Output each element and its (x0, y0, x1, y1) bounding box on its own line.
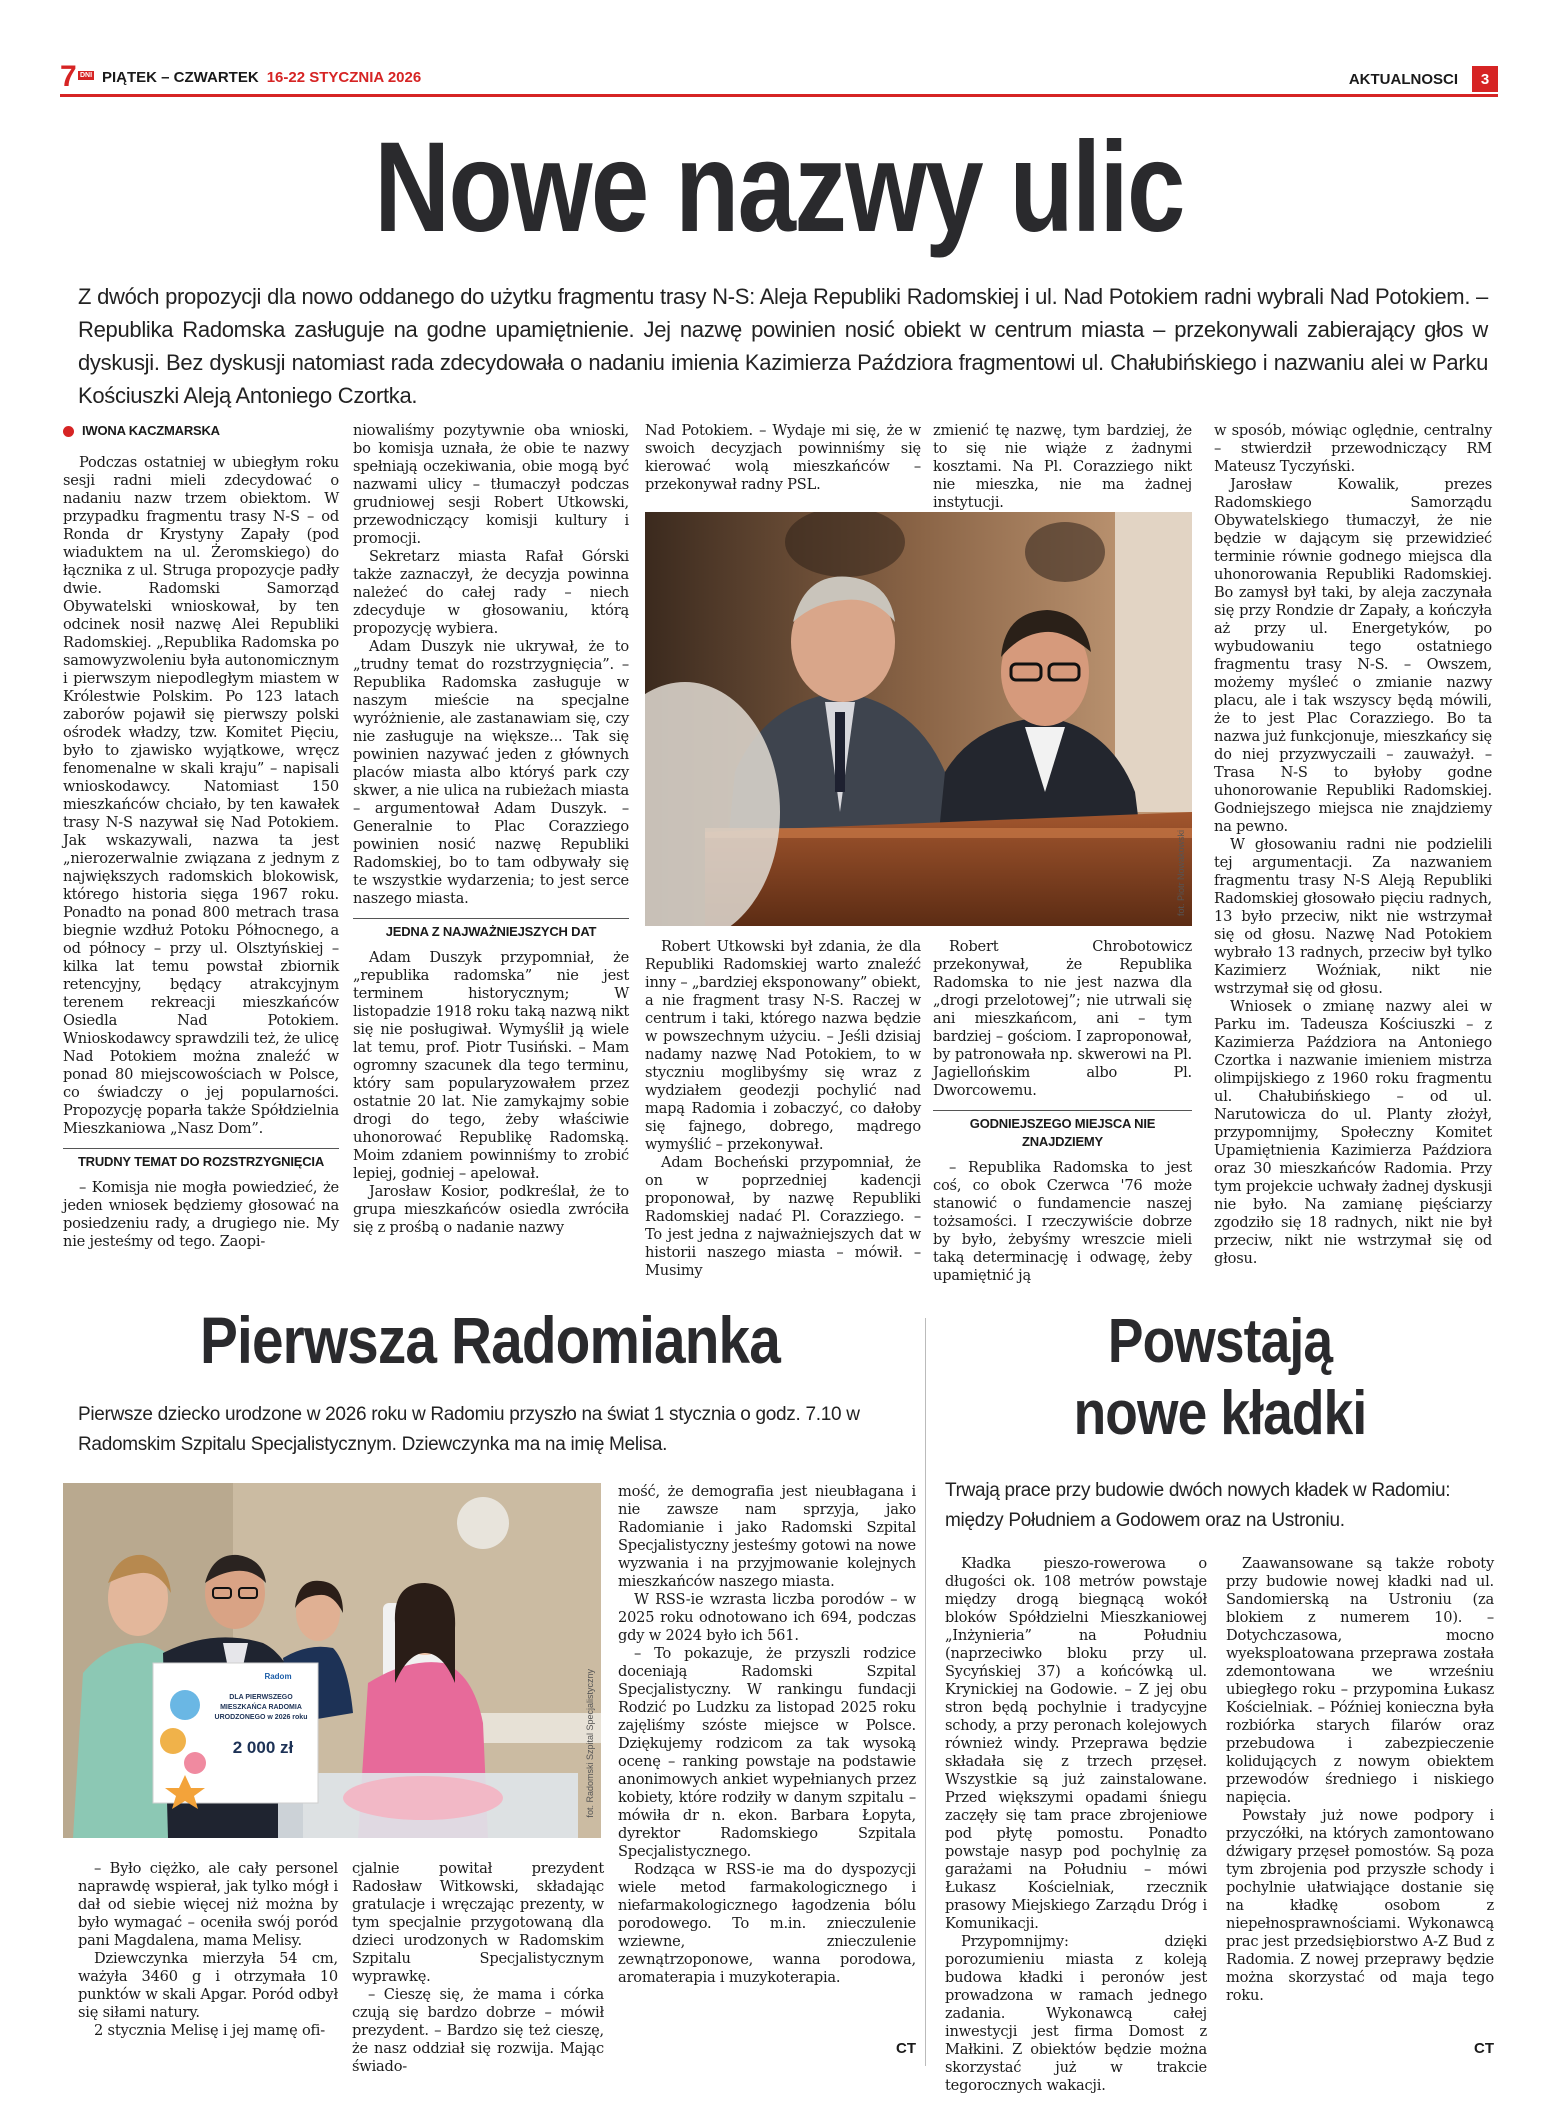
headline-line: nowe kładki (1073, 1379, 1367, 1448)
page-header-right (1349, 66, 1498, 92)
paragraph: Przypomnijmy: dzięki porozumieniu miasta z koleją budowa kładki i peronów jest prowadzona w ramach jednego zadania. Wykonawcą całej inwestycji jest firma Domost z Małkini. Z obiektów będzie można skorzystać już w trakcie tegorocznych wakacji. (945, 1933, 1207, 2094)
paragraph: – Cieszę się, że mama i córka czują się bardzo dobrze – mówił prezydent. – Bardzo się też cieszę, że nasz oddział się rozwija. Mając świado- (352, 1986, 604, 2075)
paragraph: Wniosek o zmianę nazwy alei w Parku im. Tadeusza Kościuszki – z Kazimierza Paździora na Antoniego Czortka i nazwanie imieniem mistrza olimpijskiego z 1960 roku fragmentu ul. Chałubińskiego – od ul. Narutowicza do ul. Planty złożył, przypomnijmy, Społeczny Komitet Upamiętnienia Kazimierza Paździora oraz 30 mieszkańców Radomia. Przy tym projekcie uchwały żadnej dyskusji nie było. Na zamianę pięściarzy zgodziło się 18 radnych, nikt nie był przeciw, nikt nie wstrzymał się od głosu. (1214, 998, 1492, 1267)
article1-column-4-top (933, 422, 1192, 512)
lead-first-baby: Pierwsze dziecko urodzone w 2026 roku w Radomiu przyszło na świat 1 stycznia o godz. 7.10 w Radomskim Szpitalu Specjalistycznym. Dziewczynka ma na imię Melisa. (78, 1404, 860, 1455)
page-number: 3 (1472, 66, 1498, 92)
author-byline (63, 422, 339, 440)
board-amount: 2 000 zł (232, 1738, 294, 1757)
article1-column-4-bottom (933, 938, 1192, 1285)
article2-column-3 (618, 1483, 916, 1987)
paragraph: mość, że demografia jest nieubłagana i nie zawsze nam sprzyja, jako Radomianie i jako Radomski Szpital Specjalistyczny jesteśmy gotowi na nowe wyzwania i na przyjmowanie kolejnych mieszkańców naszego miasta. (618, 1483, 916, 1590)
paragraph: Kładka pieszo-rowerowa o długości ok. 108 metrów powstaje między drogą biegnącą wokół bloków Spółdzielni Mieszkaniowej „Inżynieria” na Południu (naprzeciwko bloku przy ul. Sycyńskiej 37) a końcówką ul. Krynickiej na Godowie. – Z jej obu stron będą pochylnie i tradycyjne schody, a przy peronach kolejowych również windy. Przeprawa będzie składała się z trzech przęseł. Wszystkie są już zainstalowane. Przed większymi opadami śniegu zaczęły się tam prace zbrojeniowe pod płytę pomostu. Ponadto powstaje nasyp pod pochylnię za garażami na Południu – mówi Łukasz Kościelniak, rzecznik prasowy Miejskiego Zarządu Dróg i Komunikacji. (945, 1555, 1207, 1932)
red-dot-icon (63, 426, 74, 437)
paragraph: W głosowaniu radni nie podzielili tej argumentacji. Za nazwaniem fragmentu trasy N-S Aleją Republiki Radomskiej głosowało pięciu radnych, 13 było przeciw, nikt nie wstrzymał się od głosu. Nazwę Nad Potokiem wybrało 13 radnych, przeciw był tylko Kazimierz Woźniak, nikt nie wstrzymał się od głosu. (1214, 836, 1492, 997)
photo-credit: fot. Piotr Nowakowski (1176, 829, 1186, 916)
lead-footbridges: Trwają prace przy budowie dwóch nowych kładek w Radomiu: między Południem a Godowem oraz na Ustroniu. (945, 1480, 1451, 1531)
council-photo-illustration (645, 512, 1192, 926)
paragraph: Zaawansowane są także roboty przy budowie nowej kładki nad ul. Sandomierską na Ustroniu (za blokiem z numerem 10). – Dotychczasowa, mocno wyeksploatowana przeprawa została zdemontowana we wrześniu ubiegłego roku – przypomina Łukasz Kościelniak. – Później konieczna była rozbiórka starych filarów oraz przebudowa i zabezpieczenie kolidujących z nowym obiektem przewodów średniego i niskiego napięcia. (1226, 1555, 1494, 1806)
council-session-photo (645, 512, 1192, 926)
article1-column-3-top (645, 422, 921, 494)
article3-column-1 (945, 1555, 1207, 2095)
paragraph: Robert Utkowski był zdania, że dla Republiki Radomskiej warto znaleźć inny – „bardziej eksponowany” obiekt, a nie fragment trasy N-S. Raczej w centrum i taki, którego nazwa będzie w powszechnym użyciu. – Jeśli dzisiaj nadamy nazwę Nad Potokiem, to w styczniu moglibyśmy się wraz z wydziałem geodezji pochylić nad mapą Radomia i zobaczyć, co dałoby się fajnego, dobrego, mądrego wymyślić – przekonywał. (645, 938, 921, 1153)
paragraph: – Republika Radomska to jest coś, co obok Czerwca '76 może stanowić o fundamencie naszej tożsamości. I rzeczywiście dobrze by było, żebyśmy wreszcie mieli taką determinację i odwagę, żeby upamiętnić ją (933, 1159, 1192, 1284)
section-name: AKTUALNOSCI (1348, 70, 1458, 88)
article1-column-2 (353, 422, 629, 1237)
article1-column-5 (1214, 422, 1492, 1268)
paragraph: – To pokazuje, że przyszli rodzice doceniają Radomski Szpital Specjalistyczny. W rankingu fundacji Rodzić po Ludzku za listopad 2025 roku zajęliśmy szóste miejsce w Polsce. Dziękujemy rodzicom za tak wysoką ocenę – ranking powstaje na podstawie anonimowych ankiet wypełnianych przez kobiety, które rodziły w danym szpitalu – mówiła dr n. ekon. Barbara Łopyta, dyrektor Radomskiego Szpitala Specjalistycznego. (618, 1645, 916, 1860)
issue-date: 16-22 STYCZNIA 2026 (266, 68, 422, 86)
paragraph: Robert Chrobotowicz przekonywał, że Republika Radomska to nie jest nazwa dla „drogi przelotowej”; nie utrwali się ani mieszkańcom, ani – tym bardziej – gościom. I zaproponował, by patronowała np. skwerowi na Pl. Jagiellońskim albo Pl. Dworcowemu. (933, 938, 1192, 1099)
paragraph: Jarosław Kowalik, prezes Radomskiego Samorządu Obywatelskiego tłumaczył, że nie będzie w dającym się przewidzieć terminie równie godnego miejsca dla uhonorowania Republiki Radomskiej. Bo zamysł był taki, by aleja zaczynała się przy Rondzie dr Zapały, a kończyła aż przy ul. Energetyków, po wybudowaniu tego ostatniego fragmentu trasy N-S. – Owszem, możemy myśleć o zmianie nazwy placu, ale i tak wszyscy będą mówili, że to jest Plac Corazziego. Bo ta nazwa już funkcjonuje, mieszkańcy się do niej przyzwyczaili – zauważył. – Trasa N-S to byłoby godne uhonorowanie Republiki Radomskiej. Godniejszego miejsca nie znajdziemy na pewno. (1214, 476, 1492, 835)
article1-column-1 (63, 422, 339, 1251)
article1-column-3-bottom (645, 938, 921, 1280)
hospital-photo-illustration (63, 1483, 601, 1838)
paragraph: 2 stycznia Melisę i jej mamę ofi- (94, 2022, 325, 2039)
board-text-line: URODZONEGO w 2026 roku (214, 1714, 308, 1721)
paragraph: Jarosław Kosior, podkreślał, że to grupa mieszkańców osiedla zwróciła się z prośbą o nadanie nazwy (353, 1183, 629, 1236)
header-rule (60, 94, 1498, 97)
headline-line: Powstają (1107, 1307, 1333, 1376)
paragraph: cjalnie powitał prezydent Radosław Witkowski, składając gratulacje i wręczając prezenty, w tym specjalnie przygotowaną dla dzieci urodzonych w Radomskim Szpitalu Specjalistycznym wyprawkę. (352, 1860, 604, 1985)
photo-credit: fot. Radomski Szpital Specjalistyczny (585, 1669, 595, 1818)
paragraph: zmienić tę nazwę, tym bardziej, że to się nie wiąże z żadnymi kosztami. Na Pl. Corazziego nikt nie mieszka, nie ma żadnej instytucji. (933, 422, 1192, 511)
paragraph: Adam Duszyk przypomniał, że „republika radomska” nie jest terminem historycznym; W listopadzie 1918 roku taką nazwą nikt się nie posługiwał. Wymyślił ją wiele lat temu, prof. Piotr Tusiński. – Mam ogromny szacunek dla tego terminu, który sam popularyzowałem przez ostatnie 20 lat. Nie zamykajmy sobie drogi do tego, żeby właściwie uhonorować Republikę Radomską. Moim zdaniem powinniśmy to zrobić lepiej, godniej – apelował. (353, 949, 629, 1182)
article2-column-2 (352, 1860, 604, 2076)
paragraph: – Było ciężko, ale cały personel naprawdę wspierał, jak tylko mógł i dał od siebie więcej niż można by było wymagać – oceniła swój poród pani Magdalena, mama Melisy. (78, 1860, 338, 1949)
paragraph: Rodząca w RSS-ie ma do dyspozycji wiele metod farmakologicznego i niefarmakologicznego łagodzenia bólu porodowego. To m.in. znieczulenie wziewne, znieczulenie zewnątrzoponowe, wanna porodowa, aromaterapia i muzykoterapia. (618, 1861, 916, 1986)
subheading: JEDNA Z NAJWAŻNIEJSZYCH DAT (353, 918, 629, 941)
paragraph: Dziewczynka mierzyła 54 cm, ważyła 3460 g i otrzymała 10 punktów w skali Apgar. Poród odbył się siłami natury. (78, 1950, 338, 2021)
headline-first-baby: Pierwsza Radomianka (200, 1303, 780, 1377)
first-baby-photo (63, 1483, 601, 1838)
board-logo: Radom (264, 1672, 292, 1681)
subheading: GODNIEJSZEGO MIEJSCA NIE ZNAJDZIEMY (933, 1110, 1192, 1151)
paragraph: Sekretarz miasta Rafał Górski także zaznaczył, że decyzja powinna należeć do całej rady – niech zdecyduje w głosowaniu, którą propozycję wybiera. (353, 548, 629, 637)
column-divider (925, 1318, 926, 2066)
paragraph: Nad Potokiem. – Wydaje mi się, że w swoich decyzjach powinniśmy się kierować wolą mieszkańców – przekonywał radny PSL. (645, 422, 921, 493)
paragraph: Adam Duszyk nie ukrywał, że to „trudny temat do rozstrzygnięcia”. – Republika Radomska zasługuje w naszym mieście na specjalne wyróżnienie, ale zastanawiam się, czy nie zasługuje na większe... Tak się powinien nazywać jeden z głównych placów miasta albo któryś park czy skwer, a nie ulica na rubieżach miasta – argumentował Adam Duszyk. – Generalnie to Plac Corazziego powinien nosić nazwę Republiki Radomskiej, bo to tam odbywały się te wszystkie wydarzenia; to jest serce naszego miasta. (353, 638, 629, 907)
newspaper-logo: 7 DNI (60, 60, 93, 93)
signature: CT (1474, 2040, 1494, 2057)
author-name: IWONA KACZMARSKA (82, 423, 220, 438)
paragraph: Powstały już nowe podpory i przyczółki, na których zamontowano dźwigary przęseł pomostów. Są poza tym zbrojenia pod przyszłe schody i pochylnie ułatwiające dostanie się na kładkę osobom z niepełnosprawnościami. Wykonawcą prac jest przedsiębiorstwo A-Z Bud z Radomia. Z nowej przeprawy będzie można skorzystać od maja tego roku. (1226, 1807, 1494, 2004)
paragraph: w sposób, mówiąc oględnie, centralny – stwierdził przewodniczący RM Mateusz Tyczyński. (1214, 422, 1492, 475)
paragraph: – Komisja nie mogła powiedzieć, że jeden wniosek będziemy głosować na posiedzeniu rady, a drugiego nie. My nie jesteśmy od tego. Zaopi- (63, 1179, 339, 1250)
paragraph: niowaliśmy pozytywnie oba wnioski, bo komisja uznała, że obie te nazwy spełniają oczekiwania, obie mogą być nazwami ulicy – tłumaczył podczas grudniowej sesji Robert Utkowski, przewodniczący komisji kultury i promocji. (353, 422, 629, 547)
article3-column-2 (1226, 1555, 1494, 2005)
headline-footbridges (981, 1306, 1459, 1450)
paragraph: W RSS-ie wzrasta liczba porodów – w 2025 roku odnotowano ich 694, podczas gdy w 2024 było ich 561. (618, 1591, 916, 1644)
paragraph: Podczas ostatniej w ubiegłym roku sesji radni mieli zdecydować o nadaniu nazw trzem obiektom. W przypadku fragmentu trasy N-S – od Ronda dr Krystyny Zapały (pod wiaduktem na ul. Żeromskiego) do łącznika z ul. Struga propozycje padły dwie. Radomski Samorząd Obywatelski wnioskował, by ten odcinek nosił nazwę Alei Republiki Radomskiej. „Republika Radomska po samowyzwoleniu była autonomicznym i pierwszym niepodległym miastem w Królestwie Polskim. Po 123 latach zaborów pojawił się pierwszy polski ośrodek władzy, tzw. Komitet Pięciu, było to zjawisko wyjątkowe, wręcz fenomenalne w skali kraju” – napisali wnioskodawcy. Natomiast 150 mieszkańców chciało, by ten kawałek trasy N-S nazywał się Nad Potokiem. Jak wskazywali, nazwa ta jest „nierozerwalnie związana z jednym z największych radomskich blokowisk, którego historia sięga 1967 roku. Ponadto na ponad 800 metrach trasa biegnie wzdłuż Potoku Północnego, a od północy – przy ul. Olsztyńskiej – kilka lat temu powstał zbiornik retencyjny, będący atrakcyjnym terenem rekreacji mieszkańców Osiedla Nad Potokiem. Wnioskodawcy sprawdzili też, że ulicę Nad Potokiem można znaleźć w ponad 80 miejscowościach w Polsce, co świadczy o jej popularności. Propozycję poparła także Spółdzielnia Mieszkaniowa „Nasz Dom”. (63, 454, 339, 1137)
subheading: TRUDNY TEMAT DO ROZSTRZYGNIĘCIA (63, 1148, 339, 1171)
paragraph: Adam Bocheński przypomniał, że on w poprzedniej kadencji proponował, by nazwę Republiki Radomskiej nadać Pl. Corazziego. – To jest jedna z najważniejszych dat w historii naszego miasta – mówił. – Musimy (645, 1154, 921, 1279)
headline-main: Nowe nazwy ulic (374, 116, 1184, 259)
lead-main: Z dwóch propozycji dla nowo oddanego do użytku fragmentu trasy N-S: Aleja Republiki Radomskiej i ul. Nad Potokiem radni wybrali Nad Potokiem. – Republika Radomska zasługuje na godne upamiętnienie. Jej nazwę powinien nosić obiekt w centrum miasta – przekonywali zabierający głos w dyskusji. Bez dyskusji natomiast rada zdecydowała o nadaniu imienia Kazimierza Paździora fragmentowi ul. Chałubińskiego i nazwaniu alei w Parku Kościuszki Aleją Antoniego Czortka. (78, 284, 1488, 408)
board-text-line: DLA PIERWSZEGO (229, 1694, 293, 1701)
signature: CT (896, 2040, 916, 2057)
article2-column-1 (78, 1860, 338, 2040)
board-text-line: MIESZKAŃCA RADOMIA (220, 1704, 302, 1711)
page-header-left (60, 60, 422, 93)
issue-days: PIĄTEK – CZWARTEK (102, 68, 259, 86)
